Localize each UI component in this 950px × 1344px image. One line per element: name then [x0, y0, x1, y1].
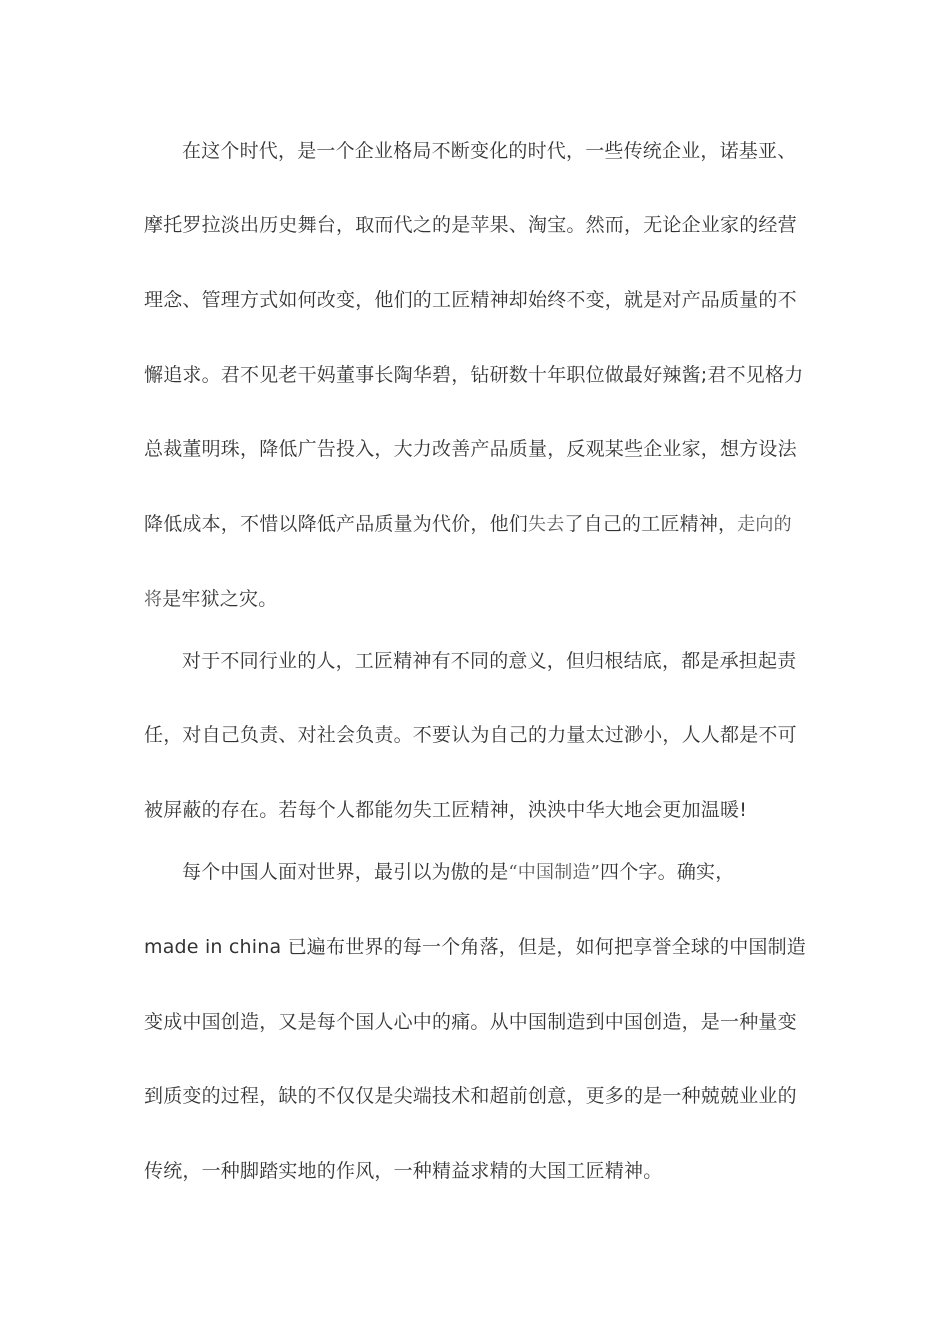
serif-text-run: 失去 — [528, 514, 565, 535]
paragraph-line — [144, 212, 814, 238]
text-run: 摩托罗拉淡出历史舞台，取而代之的是苹果、淘宝。然而，无论企业家的经营 — [144, 214, 797, 236]
text-run: 对于不同行业的人，工匠精神有不同的意义，但归根结底，都是承担起责 — [182, 650, 797, 672]
text-run: 任，对自己负责、对社会负责。不要认为自己的力量太过渺小，人人都是不可 — [144, 724, 797, 746]
text-run: 懈追求。君不见老干妈董事长陶华碧，钻研数十年职位做最好辣酱;君不见格力 — [144, 364, 804, 386]
paragraph-line — [144, 1083, 814, 1109]
text-run: 总裁董明珠，降低广告投入，大力改善产品质量，反观某些企业家，想方设法 — [144, 438, 797, 460]
text-run: 在这个时代，是一个企业格局不断变化的时代，一些传统企业，诺基亚、 — [182, 140, 797, 162]
text-run: 是牢狱之灾。 — [162, 588, 278, 610]
text-run: 四个字。确实， — [600, 861, 735, 883]
paragraph-line — [182, 859, 814, 886]
serif-text-run: 走向的 — [737, 514, 792, 535]
text-run: 了自己的工匠精神， — [564, 513, 738, 535]
paragraph-line — [144, 362, 814, 388]
paragraph-line — [144, 436, 814, 462]
text-run: 传统，一种脚踏实地的作风，一种精益求精的大国工匠精神。 — [144, 1160, 663, 1182]
paragraph-line — [144, 797, 814, 823]
paragraph-line — [144, 722, 814, 748]
paragraph-line — [182, 648, 814, 674]
text-run: 被屏蔽的存在。若每个人都能勿失工匠精神，泱泱中华大地会更加温暖! — [144, 799, 748, 821]
text-run: made in china 已遍布世界的每一个角落，但是，如何把享誉全球的中国制造 — [144, 936, 806, 958]
paragraph-line — [144, 934, 814, 960]
serif-text-run: 将 — [144, 589, 163, 610]
text-run: 降低成本，不惜以降低产品质量为代价，他们 — [144, 513, 529, 535]
text-run: 到质变的过程，缺的不仅仅是尖端技术和超前创意，更多的是一种兢兢业业的 — [144, 1085, 797, 1107]
text-run: 每个中国人面对世界，最引以为傲的是 — [182, 861, 509, 883]
serif-quoted-text: “中国制造” — [508, 862, 601, 883]
paragraph-line — [144, 511, 814, 538]
paragraph-line — [144, 586, 814, 613]
paragraph-line — [144, 1009, 814, 1035]
text-run: 变成中国创造，又是每个国人心中的痛。从中国制造到中国创造，是一种量变 — [144, 1011, 797, 1033]
text-run: 理念、管理方式如何改变，他们的工匠精神却始终不变，就是对产品质量的不 — [144, 289, 797, 311]
paragraph-line — [182, 138, 814, 164]
paragraph-line — [144, 287, 814, 313]
paragraph-line — [144, 1158, 814, 1184]
